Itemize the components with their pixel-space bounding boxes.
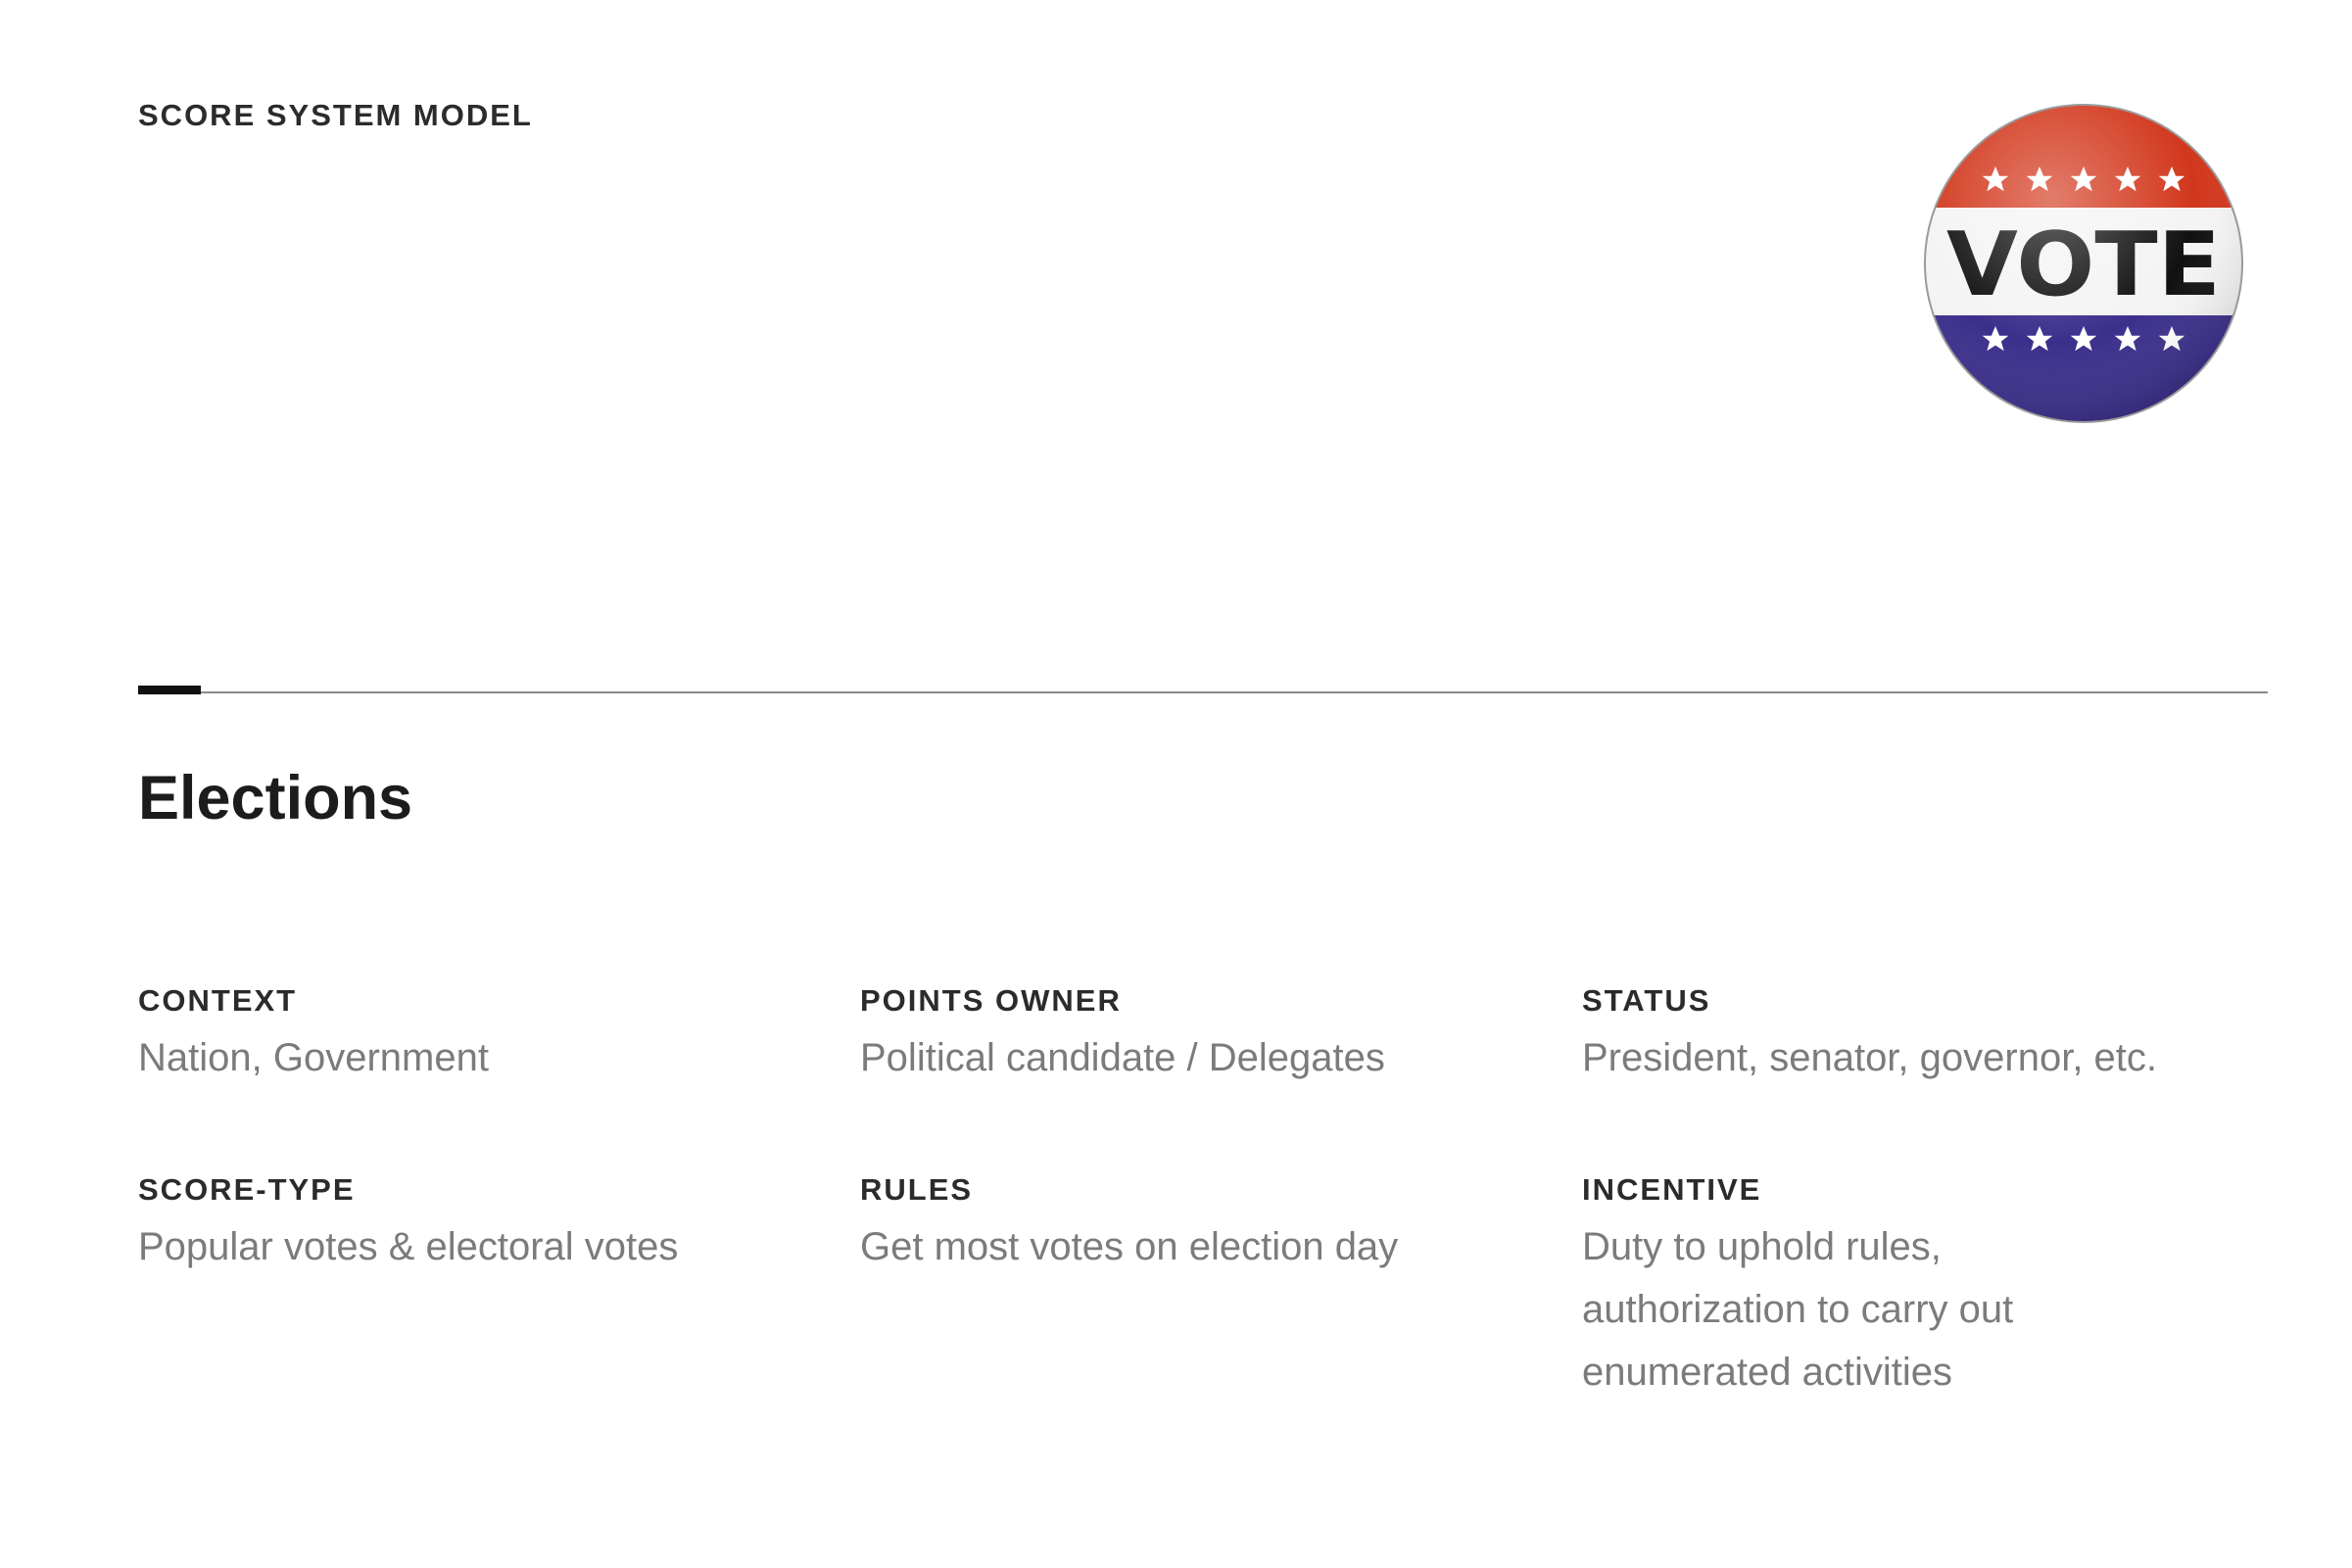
vote-badge-icon (1922, 102, 2245, 425)
field-value: President, senator, governor, etc. (1582, 1036, 2158, 1079)
field-value: Duty to uphold rules, authorization to carry out enumerated activities (1582, 1225, 2014, 1394)
page-eyebrow: SCORE SYSTEM MODEL (138, 98, 533, 132)
field-value: Nation, Government (138, 1036, 489, 1079)
field-label: STATUS (1582, 983, 1711, 1018)
field-label: SCORE-TYPE (138, 1172, 356, 1207)
section-title: Elections (138, 764, 413, 832)
field-value: Get most votes on election day (860, 1225, 1399, 1268)
section-divider (138, 691, 2268, 693)
field-score-type (138, 1170, 824, 1278)
field-label: CONTEXT (138, 983, 298, 1018)
field-status (1582, 981, 2268, 1089)
field-label: RULES (860, 1172, 974, 1207)
divider-accent (138, 686, 201, 694)
field-value: Political candidate / Delegates (860, 1036, 1385, 1079)
field-points-owner (860, 981, 1546, 1089)
field-value: Popular votes & electoral votes (138, 1225, 679, 1268)
field-rules (860, 1170, 1546, 1278)
field-label: INCENTIVE (1582, 1172, 1762, 1207)
field-context (138, 981, 824, 1089)
field-incentive (1582, 1170, 2131, 1403)
field-label: POINTS OWNER (860, 983, 1122, 1018)
